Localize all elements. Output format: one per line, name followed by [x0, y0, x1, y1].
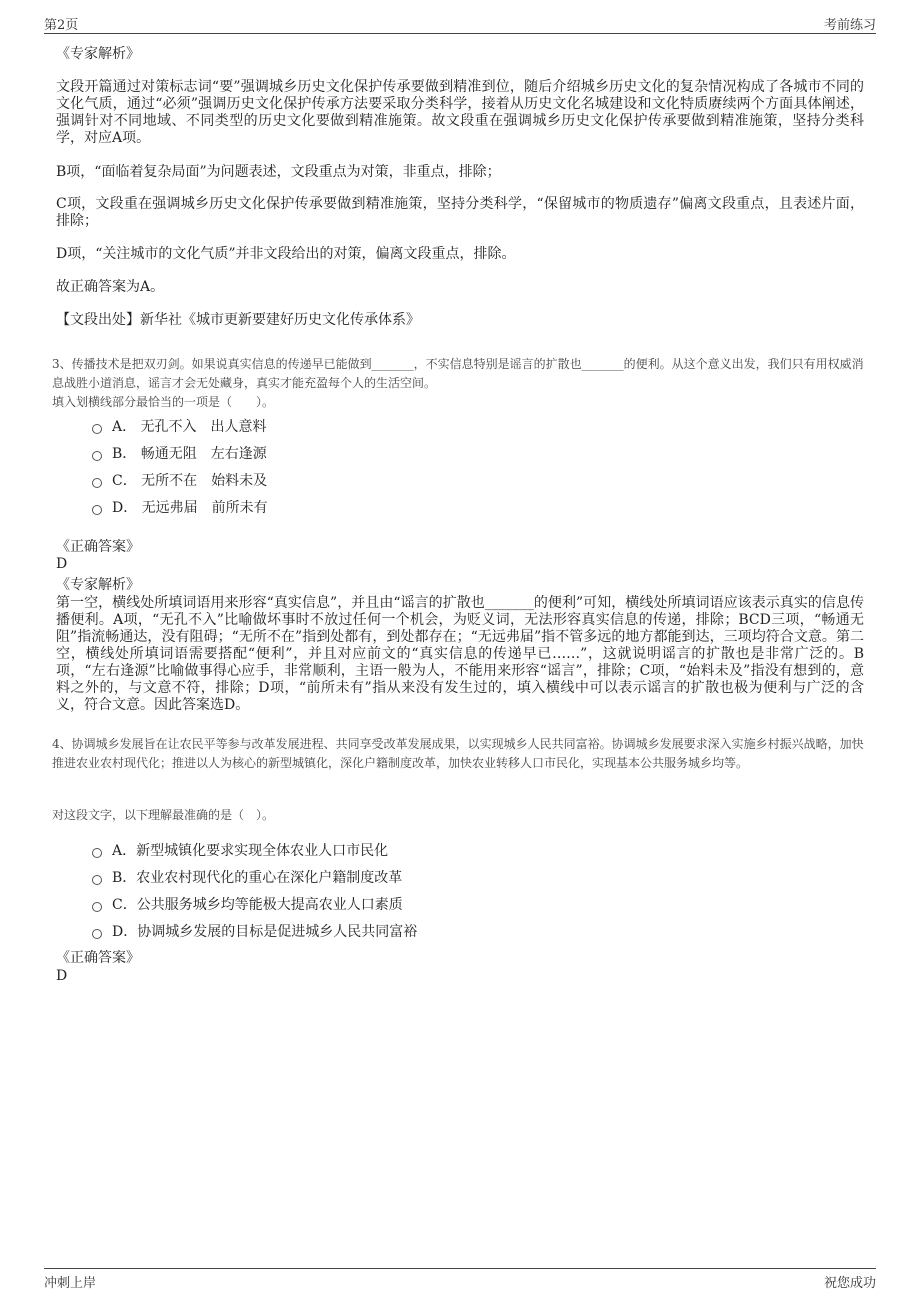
- q2-analysis-heading: 《专家解析》: [56, 46, 140, 62]
- q4-option-a[interactable]: A．新型城镇化要求实现全体农业人口市民化: [92, 840, 388, 860]
- q3-answer: D: [56, 556, 68, 572]
- q3-option-a[interactable]: A． 无孔不入 出人意料: [92, 416, 267, 436]
- q3-option-d[interactable]: D． 无远弗届 前所未有: [92, 497, 268, 517]
- q4-option-b[interactable]: B．农业农村现代化的重心在深化户籍制度改革: [92, 867, 402, 887]
- q2-analysis-option-d: D项，“关注城市的文化气质”并非文段给出的对策，偏离文段重点，排除。: [56, 246, 516, 262]
- q2-analysis-option-b: B项，“面临着复杂局面”为问题表述，文段重点为对策，非重点，排除；: [56, 164, 501, 180]
- radio-icon[interactable]: [92, 902, 102, 912]
- q2-analysis-paragraph: 文段开篇通过对策标志词“要”强调城乡历史文化保护传承要做到精准到位，随后介绍城乡历史文化的复杂情况构成了各城市不同的文化气质，通过“必须”强调历史文化保护传承方法要采取分类科学，接着从历史文化名城建设和文化特质赓续两个方面具体阐述，强调针对不同地域、不同类型的历史文化要做到精准施策。故文段重在强调城乡历史文化保护传承要做到精准施策，坚持分类科学，对应A项。: [56, 79, 864, 146]
- footer-divider: [44, 1268, 876, 1269]
- page-number: 第2页: [44, 18, 79, 33]
- q3-prompt: 填入划横线部分最恰当的一项是（ ）。: [52, 395, 275, 409]
- q2-conclusion: 故正确答案为A。: [56, 279, 165, 295]
- footer-left-text: 冲刺上岸: [44, 1276, 97, 1291]
- radio-icon[interactable]: [92, 875, 102, 885]
- radio-icon[interactable]: [92, 424, 102, 434]
- q3-stem: 3、传播技术是把双刃剑。如果说真实信息的传递早已能做到_______，不实信息特别是谣言的扩散也_______的便利。从这个意义出发，我们只有用权威消息战胜小道消息，谣言才会无处藏身，真实才能充盈每个人的生活空间。: [52, 357, 864, 390]
- q4-option-d[interactable]: D．协调城乡发展的目标是促进城乡人民共同富裕: [92, 921, 417, 941]
- header-title: 考前练习: [823, 18, 876, 33]
- q2-analysis-option-c: C项，文段重在强调城乡历史文化保护传承要做到精准施策，坚持分类科学，“保留城市的物质遗存”偏离文段重点，且表述片面，排除；: [56, 196, 864, 229]
- radio-icon[interactable]: [92, 451, 102, 461]
- q4-option-c[interactable]: C．公共服务城乡均等能极大提高农业人口素质: [92, 894, 403, 914]
- q3-answer-heading: 《正确答案》: [56, 539, 140, 555]
- header-divider: [44, 33, 876, 34]
- q4-stem: 4、协调城乡发展旨在让农民平等参与改革发展进程、共同享受改革发展成果，以实现城乡人民共同富裕。协调城乡发展要求深入实施乡村振兴战略，加快推进农业农村现代化；推进以人为核心的新型城镇化，深化户籍制度改革，加快农业转移人口市民化，实现基本公共服务城乡均等。: [52, 737, 864, 770]
- q2-source: 【文段出处】新华社《城市更新要建好历史文化传承体系》: [56, 312, 420, 328]
- radio-icon[interactable]: [92, 848, 102, 858]
- footer-right-text: 祝您成功: [823, 1276, 876, 1291]
- radio-icon[interactable]: [92, 478, 102, 488]
- radio-icon[interactable]: [92, 929, 102, 939]
- q3-analysis: 第一空，横线处所填词语用来形容“真实信息”，并且由“谣言的扩散也_______的便利”可知，横线处所填词语应该表示真实的信息传播便利。A项，“无孔不入”比喻做坏事时不放过任何一个机会，为贬义词，无法形容真实信息的传递，排除；BCD三项，“畅通无阻”指流畅通达，没有阻碍；“无所不在”指到处都有，到处都存在；“无远弗届”指不管多远的地方都能到达，三项均符合文意。第二空，横线处所填词语需要搭配“便利”，并且对应前文的“真实信息的传递早已……”，这就说明谣言的扩散也是非常广泛的。B项，“左右逢源”比喻做事得心应手，非常顺利，主语一般为人，不能用来形容“谣言”，排除；C项，“始料未及”指没有想到的，意料之外的，与文意不符，排除；D项，“前所未有”指从来没有发生过的，填入横线中可以表示谣言的扩散也极为便利与广泛的含义，符合文意。因此答案选D。: [56, 595, 864, 713]
- radio-icon[interactable]: [92, 505, 102, 515]
- q4-answer-heading: 《正确答案》: [56, 950, 140, 966]
- q3-option-b[interactable]: B． 畅通无阻 左右逢源: [92, 443, 267, 463]
- q4-prompt: 对这段文字，以下理解最准确的是（ ）。: [52, 808, 275, 822]
- q3-option-c[interactable]: C． 无所不在 始料未及: [92, 470, 267, 490]
- q3-analysis-heading: 《专家解析》: [56, 577, 140, 593]
- q4-answer: D: [56, 968, 68, 984]
